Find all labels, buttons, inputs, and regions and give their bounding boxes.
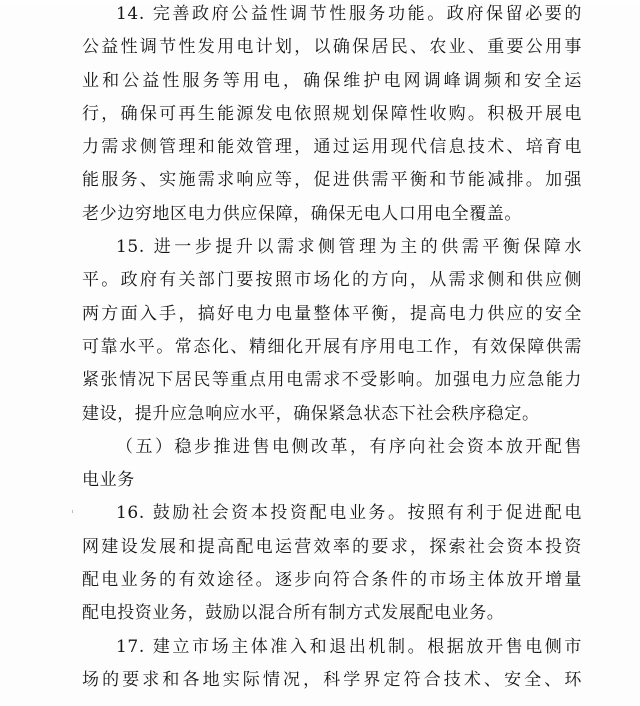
paragraph-14-line-3: 业和公益性服务等用电，确保维护电网调峰调频和安全运 <box>82 70 582 91</box>
paragraph-15-line-2: 平。政府有关部门要按照市场化的方向，从需求侧和供应侧 <box>82 270 582 291</box>
paragraph-14-line-5: 力需求侧管理和能效管理，通过运用现代信息技术、培育电 <box>82 137 582 158</box>
paragraph-15-line-1: 15. 进一步提升以需求侧管理为主的供需平衡保障水 <box>116 237 582 258</box>
paragraph-15-line-6: 建设，提升应急响应水平，确保紧急状态下社会秩序稳定。 <box>82 403 540 424</box>
paragraph-14-line-7: 老少边穷地区电力供应保障，确保无电人口用电全覆盖。 <box>82 203 522 224</box>
paragraph-16-line-4: 配电投资业务，鼓励以混合所有制方式发展配电业务。 <box>82 603 505 624</box>
paragraph-14-line-1: 14. 完善政府公益性调节性服务功能。政府保留必要的 <box>116 4 582 24</box>
paragraph-17-line-1: 17. 建立市场主体准入和退出机制。根据放开售电侧市 <box>116 636 582 657</box>
paragraph-16-line-2: 网建设发展和提高配电运营效率的要求，探索社会资本投资 <box>82 536 582 557</box>
paragraph-14-line-2: 公益性调节性发用电计划，以确保居民、农业、重要公用事 <box>82 37 582 58</box>
paragraph-16-line-3: 配电业务的有效途径。逐步向符合条件的市场主体放开增量 <box>82 570 582 591</box>
paragraph-15-line-3: 两方面入手，搞好电力电量整体平衡，提高电力供应的安全 <box>82 303 582 324</box>
scan-speck <box>72 510 73 513</box>
paragraph-17-line-2: 场的要求和各地实际情况，科学界定符合技术、安全、环 <box>82 669 582 690</box>
paragraph-14-line-4: 行，确保可再生能源发电依照规划保障性收购。积极开展电 <box>82 103 582 124</box>
paragraph-16-line-1: 16. 鼓励社会资本投资配电业务。按照有利于促进配电 <box>116 503 582 524</box>
paragraph-14-line-6: 能服务、实施需求响应等，促进供需平衡和节能减排。加强 <box>82 170 582 191</box>
paragraph-15-line-4: 可靠水平。常态化、精细化开展有序用电工作，有效保障供需 <box>82 336 582 357</box>
section-five-heading-line-1: （五）稳步推进售电侧改革，有序向社会资本放开配售 <box>116 436 582 457</box>
section-five-heading-line-2: 电业务 <box>82 470 135 491</box>
document-body <box>82 0 582 697</box>
paragraph-15-line-5: 紧张情况下居民等重点用电需求不受影响。加强电力应急能力 <box>82 370 582 391</box>
